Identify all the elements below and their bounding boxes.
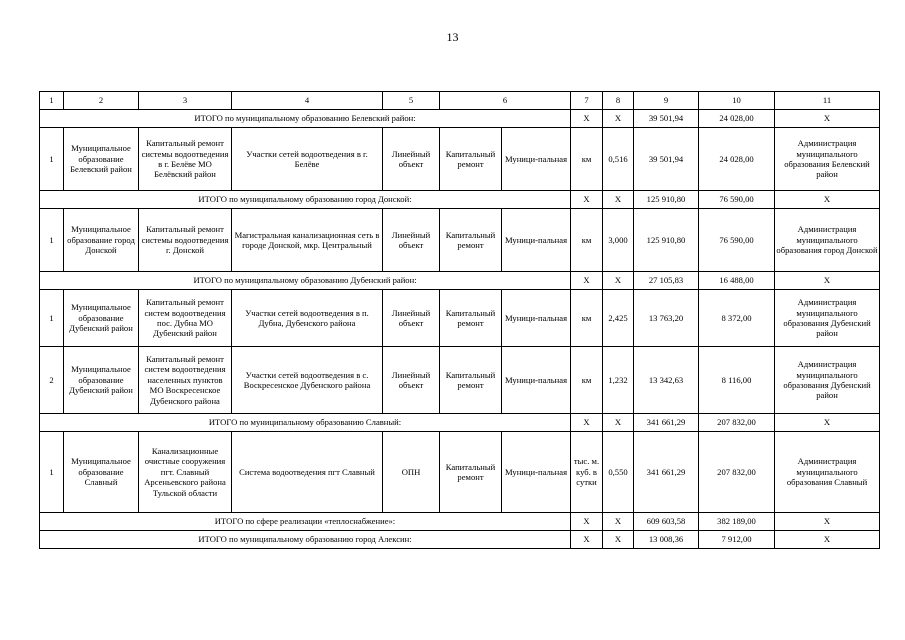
- cell: км: [571, 290, 603, 347]
- cell: Х: [603, 513, 634, 531]
- cell: Капитальный ремонт систем водоотведения пос. Дубна МО Дубенский район: [139, 290, 232, 347]
- cell: Муниципальное образование Славный: [64, 432, 139, 513]
- header-cell: 6: [440, 92, 571, 110]
- cell: Х: [571, 414, 603, 432]
- cell: 76 590,00: [699, 191, 775, 209]
- cell: Линейный объект: [383, 209, 440, 272]
- cell: Магистральная канализационная сеть в городе Донской, мкр. Центральный: [232, 209, 383, 272]
- cell: Муници-пальная: [502, 347, 571, 414]
- cell: Администрация муниципального образования Дубенский район: [775, 290, 880, 347]
- cell: Капитальный ремонт системы водоотведения г. Донской: [139, 209, 232, 272]
- cell: 13 008,36: [634, 531, 699, 549]
- cell: 1: [40, 290, 64, 347]
- cell: Участки сетей водоотведения в п. Дубна, Дубенского района: [232, 290, 383, 347]
- cell: Капитальный ремонт: [440, 209, 502, 272]
- cell: 1,232: [603, 347, 634, 414]
- cell: Муниципальное образование Дубенский район: [64, 290, 139, 347]
- cell: Муници-пальная: [502, 209, 571, 272]
- table-row: [40, 347, 880, 414]
- total-row: [40, 414, 880, 432]
- cell: 382 189,00: [699, 513, 775, 531]
- cell: Администрация муниципального образования город Донской: [775, 209, 880, 272]
- cell: км: [571, 209, 603, 272]
- header-cell: 2: [64, 92, 139, 110]
- cell: Муници-пальная: [502, 128, 571, 191]
- header-cell: 7: [571, 92, 603, 110]
- cell: Линейный объект: [383, 290, 440, 347]
- cell: 0,516: [603, 128, 634, 191]
- cell: 2,425: [603, 290, 634, 347]
- cell: км: [571, 347, 603, 414]
- header-cell: 10: [699, 92, 775, 110]
- cell: Капитальный ремонт: [440, 128, 502, 191]
- cell: Х: [571, 272, 603, 290]
- cell: 27 105,83: [634, 272, 699, 290]
- total-row: [40, 513, 880, 531]
- cell: 207 832,00: [699, 432, 775, 513]
- cell: Х: [603, 414, 634, 432]
- cell: 76 590,00: [699, 209, 775, 272]
- cell: 8 116,00: [699, 347, 775, 414]
- total-label: ИТОГО по муниципальному образованию Белевский район:: [40, 110, 571, 128]
- cell: Х: [571, 513, 603, 531]
- cell: Канализационные очистные сооружения пгт. Славный Арсеньевского района Тульской области: [139, 432, 232, 513]
- cell: 39 501,94: [634, 128, 699, 191]
- cell: км: [571, 128, 603, 191]
- cell: 13 763,20: [634, 290, 699, 347]
- cell: Х: [603, 531, 634, 549]
- cell: Участки сетей водоотведения в г. Белёве: [232, 128, 383, 191]
- cell: 3,000: [603, 209, 634, 272]
- cell: Х: [603, 272, 634, 290]
- header-cell: 3: [139, 92, 232, 110]
- cell: Муниципальное образование Белевский район: [64, 128, 139, 191]
- cell: 8 372,00: [699, 290, 775, 347]
- cell: 341 661,29: [634, 432, 699, 513]
- cell: 7 912,00: [699, 531, 775, 549]
- cell: Х: [775, 414, 880, 432]
- total-label: ИТОГО по муниципальному образованию Дубенский район:: [40, 272, 571, 290]
- header-cell: 8: [603, 92, 634, 110]
- cell: Х: [603, 110, 634, 128]
- cell: 24 028,00: [699, 128, 775, 191]
- cell: 24 028,00: [699, 110, 775, 128]
- header-cell: 5: [383, 92, 440, 110]
- header-cell: 11: [775, 92, 880, 110]
- table-row: [40, 290, 880, 347]
- cell: Капитальный ремонт: [440, 290, 502, 347]
- cell: 39 501,94: [634, 110, 699, 128]
- cell: Х: [571, 110, 603, 128]
- cell: 609 603,58: [634, 513, 699, 531]
- cell: 13 342,63: [634, 347, 699, 414]
- cell: Система водоотведения пгт Славный: [232, 432, 383, 513]
- table-row: [40, 128, 880, 191]
- table-row: [40, 432, 880, 513]
- cell: Муници-пальная: [502, 290, 571, 347]
- cell: ОПН: [383, 432, 440, 513]
- cell: Х: [775, 191, 880, 209]
- cell: 125 910,80: [634, 209, 699, 272]
- total-row: [40, 272, 880, 290]
- cell: Администрация муниципального образования Дубенский район: [775, 347, 880, 414]
- page-number: 13: [446, 30, 459, 44]
- total-label: ИТОГО по сфере реализации «теплоснабжение»:: [40, 513, 571, 531]
- cell: Капитальный ремонт системы водоотведения в г. Белёве МО Белёвский район: [139, 128, 232, 191]
- cell: Х: [603, 191, 634, 209]
- cell: Линейный объект: [383, 347, 440, 414]
- total-label: ИТОГО по муниципальному образованию город Алексин:: [40, 531, 571, 549]
- cell: 1: [40, 128, 64, 191]
- cell: Х: [775, 110, 880, 128]
- cell: Линейный объект: [383, 128, 440, 191]
- cell: 0,550: [603, 432, 634, 513]
- header-cell: 4: [232, 92, 383, 110]
- header-cell: 1: [40, 92, 64, 110]
- investment-table: [39, 91, 880, 549]
- cell: Капитальный ремонт систем водоотведения населенных пунктов МО Воскресенское Дубенского района: [139, 347, 232, 414]
- cell: Х: [775, 272, 880, 290]
- header-cell: 9: [634, 92, 699, 110]
- cell: 2: [40, 347, 64, 414]
- total-row: [40, 531, 880, 549]
- cell: Муници-пальная: [502, 432, 571, 513]
- cell: Муниципальное образование Дубенский район: [64, 347, 139, 414]
- header-row: [40, 92, 880, 110]
- cell: Участки сетей водоотведения в с. Воскресенское Дубенского района: [232, 347, 383, 414]
- cell: 16 488,00: [699, 272, 775, 290]
- cell: Х: [571, 531, 603, 549]
- cell: 1: [40, 432, 64, 513]
- cell: Капитальный ремонт: [440, 347, 502, 414]
- cell: Х: [775, 531, 880, 549]
- cell: Муниципальное образование город Донской: [64, 209, 139, 272]
- cell: Капитальный ремонт: [440, 432, 502, 513]
- cell: Х: [571, 191, 603, 209]
- total-label: ИТОГО по муниципальному образованию город Донской:: [40, 191, 571, 209]
- total-label: ИТОГО по муниципальному образованию Славный:: [40, 414, 571, 432]
- total-row: [40, 191, 880, 209]
- cell: Администрация муниципального образования Белевский район: [775, 128, 880, 191]
- total-row: [40, 110, 880, 128]
- cell: 1: [40, 209, 64, 272]
- cell: 125 910,80: [634, 191, 699, 209]
- cell: Администрация муниципального образования Славный: [775, 432, 880, 513]
- cell: тыс. м. куб. в сутки: [571, 432, 603, 513]
- cell: Х: [775, 513, 880, 531]
- cell: 207 832,00: [699, 414, 775, 432]
- cell: 341 661,29: [634, 414, 699, 432]
- table-row: [40, 209, 880, 272]
